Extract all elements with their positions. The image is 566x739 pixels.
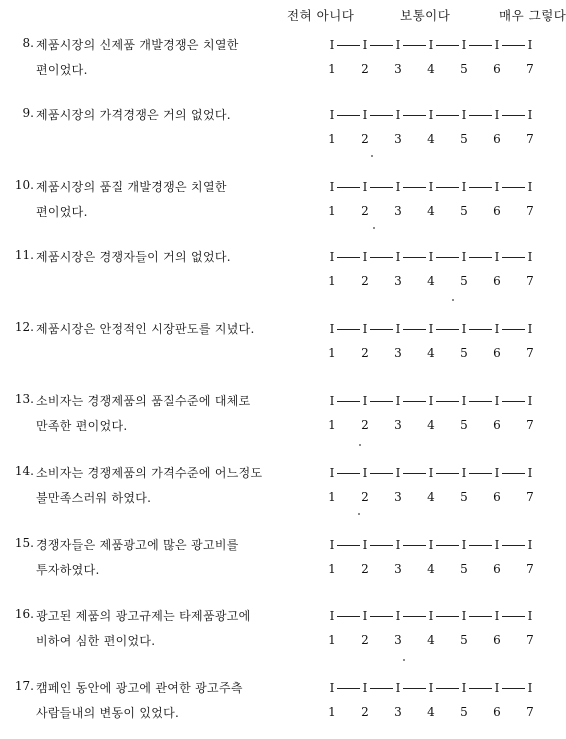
scale-tick-2[interactable]: I (360, 107, 370, 123)
question-number: 9. (22, 106, 34, 120)
scale-header (0, 6, 566, 26)
scale-point-5[interactable]: 5 (460, 705, 468, 719)
scale-point-2[interactable]: 2 (361, 490, 369, 504)
scale-tick-3[interactable]: I (393, 249, 403, 265)
scale-point-3[interactable]: 3 (394, 562, 402, 576)
question-text-line2: 비하여 심한 편이었다. (36, 634, 156, 648)
scale-tick-7[interactable]: I (525, 537, 535, 553)
scale-point-4[interactable]: 4 (427, 562, 435, 576)
scale-point-5[interactable]: 5 (460, 204, 468, 218)
scale-tick-7[interactable]: I (525, 37, 535, 53)
scale-point-5[interactable]: 5 (460, 418, 468, 432)
rating-scale-numbers (326, 61, 536, 77)
scale-point-4[interactable]: 4 (427, 132, 435, 146)
scale-point-1[interactable]: 1 (328, 705, 336, 719)
scale-point-3[interactable]: 3 (394, 633, 402, 647)
question-text-line1: 소비자는 경쟁제품의 가격수준에 어느정도 (36, 466, 263, 480)
scale-label-strongly-agree: 매우 그렇다 (499, 8, 566, 23)
scale-point-5[interactable]: 5 (460, 346, 468, 360)
scale-point-4[interactable]: 4 (427, 705, 435, 719)
scale-tick-7[interactable]: I (525, 393, 535, 409)
scale-point-2[interactable]: 2 (361, 204, 369, 218)
rating-scale-numbers (326, 561, 536, 577)
question-number: 11. (14, 248, 34, 262)
scale-tick-1[interactable]: I (327, 37, 337, 53)
question-number: 8. (22, 36, 34, 50)
scale-tick-3[interactable]: I (393, 179, 403, 195)
question-number: 12. (14, 320, 34, 334)
scale-tick-3[interactable]: I (393, 537, 403, 553)
scale-tick-6[interactable]: I (492, 179, 502, 195)
scale-label-strongly-disagree: 전혀 아니다 (287, 8, 355, 23)
rating-scale-line (326, 37, 536, 53)
question-text-line1: 경쟁자들은 제품광고에 많은 광고비를 (36, 538, 239, 552)
scale-point-2[interactable]: 2 (361, 633, 369, 647)
scale-point-1[interactable]: 1 (328, 204, 336, 218)
scale-tick-5[interactable]: I (459, 107, 469, 123)
question-item (0, 106, 566, 166)
scale-tick-2[interactable]: I (360, 321, 370, 337)
scan-speck (452, 299, 454, 301)
scale-tick-2[interactable]: I (360, 680, 370, 696)
question-text-line2: 불만족스러워 하였다. (36, 491, 152, 505)
scale-point-5[interactable]: 5 (460, 562, 468, 576)
scale-point-4[interactable]: 4 (427, 346, 435, 360)
question-item (0, 679, 566, 739)
scale-tick-2[interactable]: I (360, 465, 370, 481)
scale-tick-2[interactable]: I (360, 608, 370, 624)
scale-point-6[interactable]: 6 (493, 633, 501, 647)
scale-point-7[interactable]: 7 (526, 346, 534, 360)
scale-tick-6[interactable]: I (492, 393, 502, 409)
scale-tick-2[interactable]: I (360, 179, 370, 195)
scale-point-1[interactable]: 1 (328, 62, 336, 76)
scale-point-7[interactable]: 7 (526, 562, 534, 576)
question-text-line1: 제품시장의 신제품 개발경쟁은 치열한 (36, 38, 239, 52)
scale-point-2[interactable]: 2 (361, 274, 369, 288)
question-item (0, 392, 566, 452)
scale-point-3[interactable]: 3 (394, 62, 402, 76)
scale-point-4[interactable]: 4 (427, 633, 435, 647)
scale-point-5[interactable]: 5 (460, 633, 468, 647)
rating-scale-line (326, 107, 536, 123)
rating-scale-numbers (326, 704, 536, 720)
scan-speck (371, 155, 373, 157)
scale-tick-7[interactable]: I (525, 465, 535, 481)
scale-point-3[interactable]: 3 (394, 204, 402, 218)
question-text-line1: 소비자는 경쟁제품의 품질수준에 대체로 (36, 394, 251, 408)
scale-point-3[interactable]: 3 (394, 490, 402, 504)
scale-tick-4[interactable]: I (426, 465, 436, 481)
scale-point-7[interactable]: 7 (526, 204, 534, 218)
scale-tick-3[interactable]: I (393, 37, 403, 53)
question-text-line1: 제품시장은 경쟁자들이 거의 없었다. (36, 250, 231, 264)
scale-point-2[interactable]: 2 (361, 346, 369, 360)
scale-point-7[interactable]: 7 (526, 490, 534, 504)
scale-point-2[interactable]: 2 (361, 62, 369, 76)
scale-point-6[interactable]: 6 (493, 62, 501, 76)
scale-point-1[interactable]: 1 (328, 490, 336, 504)
scale-point-1[interactable]: 1 (328, 633, 336, 647)
rating-scale-numbers (326, 131, 536, 147)
question-text-line1: 제품시장의 품질 개발경쟁은 치열한 (36, 180, 227, 194)
scale-tick-6[interactable]: I (492, 537, 502, 553)
scale-tick-7[interactable]: I (525, 321, 535, 337)
question-text-line1: 캠페인 동안에 광고에 관여한 광고주측 (36, 681, 243, 695)
scale-label-neutral: 보통이다 (400, 8, 451, 23)
scale-tick-6[interactable]: I (492, 37, 502, 53)
scale-point-1[interactable]: 1 (328, 274, 336, 288)
scale-point-1[interactable]: 1 (328, 562, 336, 576)
scale-tick-6[interactable]: I (492, 249, 502, 265)
scale-tick-5[interactable]: I (459, 680, 469, 696)
scale-point-1[interactable]: 1 (328, 346, 336, 360)
question-text-line1: 제품시장은 안정적인 시장판도를 지녔다. (36, 322, 255, 336)
scale-point-3[interactable]: 3 (394, 132, 402, 146)
scale-point-7[interactable]: 7 (526, 132, 534, 146)
question-text-line2: 사람들내의 변동이 있었다. (36, 706, 180, 720)
scale-tick-4[interactable]: I (426, 107, 436, 123)
scale-point-6[interactable]: 6 (493, 204, 501, 218)
scale-tick-7[interactable]: I (525, 680, 535, 696)
question-item (0, 320, 566, 380)
rating-scale-line (326, 680, 536, 696)
scale-point-3[interactable]: 3 (394, 274, 402, 288)
scale-tick-7[interactable]: I (525, 249, 535, 265)
scale-point-4[interactable]: 4 (427, 204, 435, 218)
scale-tick-1[interactable]: I (327, 465, 337, 481)
scale-tick-1[interactable]: I (327, 393, 337, 409)
scale-point-5[interactable]: 5 (460, 132, 468, 146)
scale-tick-2[interactable]: I (360, 37, 370, 53)
scale-point-3[interactable]: 3 (394, 705, 402, 719)
question-text-line1: 제품시장의 가격경쟁은 거의 없었다. (36, 108, 231, 122)
scale-point-2[interactable]: 2 (361, 562, 369, 576)
rating-scale-line (326, 608, 536, 624)
scale-point-6[interactable]: 6 (493, 705, 501, 719)
scale-tick-5[interactable]: I (459, 37, 469, 53)
scale-point-1[interactable]: 1 (328, 418, 336, 432)
scale-tick-4[interactable]: I (426, 179, 436, 195)
scale-point-5[interactable]: 5 (460, 490, 468, 504)
question-item (0, 248, 566, 308)
scan-speck (359, 444, 361, 446)
scale-tick-5[interactable]: I (459, 393, 469, 409)
scan-speck (403, 659, 405, 661)
scale-point-2[interactable]: 2 (361, 705, 369, 719)
question-number: 17. (14, 679, 34, 693)
rating-scale-line (326, 393, 536, 409)
scale-tick-6[interactable]: I (492, 680, 502, 696)
scale-tick-1[interactable]: I (327, 537, 337, 553)
scan-speck (373, 227, 375, 229)
scale-point-7[interactable]: 7 (526, 62, 534, 76)
scale-point-7[interactable]: 7 (526, 705, 534, 719)
scale-point-6[interactable]: 6 (493, 562, 501, 576)
question-item (0, 178, 566, 238)
question-text-line2: 편이었다. (36, 63, 88, 77)
scale-point-4[interactable]: 4 (427, 62, 435, 76)
question-text-line2: 만족한 편이었다. (36, 419, 128, 433)
scale-tick-6[interactable]: I (492, 465, 502, 481)
rating-scale-numbers (326, 203, 536, 219)
scan-speck (358, 513, 360, 515)
scale-point-1[interactable]: 1 (328, 132, 336, 146)
scale-point-2[interactable]: 2 (361, 132, 369, 146)
scale-point-3[interactable]: 3 (394, 418, 402, 432)
scale-point-6[interactable]: 6 (493, 132, 501, 146)
scale-tick-7[interactable]: I (525, 179, 535, 195)
scale-point-2[interactable]: 2 (361, 418, 369, 432)
rating-scale-line (326, 537, 536, 553)
scale-point-7[interactable]: 7 (526, 274, 534, 288)
scale-tick-5[interactable]: I (459, 321, 469, 337)
scale-tick-2[interactable]: I (360, 393, 370, 409)
scale-tick-2[interactable]: I (360, 537, 370, 553)
question-item (0, 464, 566, 524)
rating-scale-line (326, 465, 536, 481)
scale-tick-4[interactable]: I (426, 537, 436, 553)
question-number: 14. (14, 464, 34, 478)
scale-tick-3[interactable]: I (393, 321, 403, 337)
scale-tick-6[interactable]: I (492, 608, 502, 624)
question-number: 16. (14, 607, 34, 621)
scale-tick-4[interactable]: I (426, 37, 436, 53)
rating-scale-numbers (326, 489, 536, 505)
scale-tick-3[interactable]: I (393, 608, 403, 624)
question-number: 13. (14, 392, 34, 406)
rating-scale-numbers (326, 632, 536, 648)
scale-tick-6[interactable]: I (492, 107, 502, 123)
rating-scale-numbers (326, 345, 536, 361)
scale-tick-5[interactable]: I (459, 249, 469, 265)
scale-tick-1[interactable]: I (327, 680, 337, 696)
scale-point-5[interactable]: 5 (460, 62, 468, 76)
rating-scale-numbers (326, 273, 536, 289)
scale-tick-5[interactable]: I (459, 537, 469, 553)
scale-tick-1[interactable]: I (327, 107, 337, 123)
scale-tick-6[interactable]: I (492, 321, 502, 337)
scale-tick-2[interactable]: I (360, 249, 370, 265)
scale-tick-3[interactable]: I (393, 393, 403, 409)
rating-scale-line (326, 249, 536, 265)
scale-tick-5[interactable]: I (459, 179, 469, 195)
question-number: 10. (14, 178, 34, 192)
scale-tick-1[interactable]: I (327, 179, 337, 195)
scale-tick-5[interactable]: I (459, 608, 469, 624)
scale-point-7[interactable]: 7 (526, 633, 534, 647)
scale-tick-3[interactable]: I (393, 680, 403, 696)
rating-scale-line (326, 179, 536, 195)
scale-tick-7[interactable]: I (525, 608, 535, 624)
question-text-line2: 편이었다. (36, 205, 88, 219)
scale-tick-4[interactable]: I (426, 393, 436, 409)
question-text-line2: 투자하였다. (36, 563, 100, 577)
scale-tick-3[interactable]: I (393, 107, 403, 123)
scale-point-5[interactable]: 5 (460, 274, 468, 288)
question-text-line1: 광고된 제품의 광고규제는 타제품광고에 (36, 609, 251, 623)
rating-scale-line (326, 321, 536, 337)
scale-point-6[interactable]: 6 (493, 418, 501, 432)
scale-tick-4[interactable]: I (426, 321, 436, 337)
scale-point-6[interactable]: 6 (493, 490, 501, 504)
scale-point-4[interactable]: 4 (427, 490, 435, 504)
scale-tick-4[interactable]: I (426, 249, 436, 265)
scale-tick-1[interactable]: I (327, 608, 337, 624)
scale-tick-7[interactable]: I (525, 107, 535, 123)
scale-tick-3[interactable]: I (393, 465, 403, 481)
scale-point-4[interactable]: 4 (427, 418, 435, 432)
scale-tick-5[interactable]: I (459, 465, 469, 481)
question-number: 15. (14, 536, 34, 550)
question-item (0, 36, 566, 96)
scale-point-3[interactable]: 3 (394, 346, 402, 360)
question-item (0, 536, 566, 596)
question-item (0, 607, 566, 667)
rating-scale-numbers (326, 417, 536, 433)
scale-point-6[interactable]: 6 (493, 274, 501, 288)
scale-tick-4[interactable]: I (426, 608, 436, 624)
scale-point-6[interactable]: 6 (493, 346, 501, 360)
scale-tick-4[interactable]: I (426, 680, 436, 696)
scale-tick-1[interactable]: I (327, 249, 337, 265)
scale-tick-1[interactable]: I (327, 321, 337, 337)
scale-point-4[interactable]: 4 (427, 274, 435, 288)
scale-point-7[interactable]: 7 (526, 418, 534, 432)
